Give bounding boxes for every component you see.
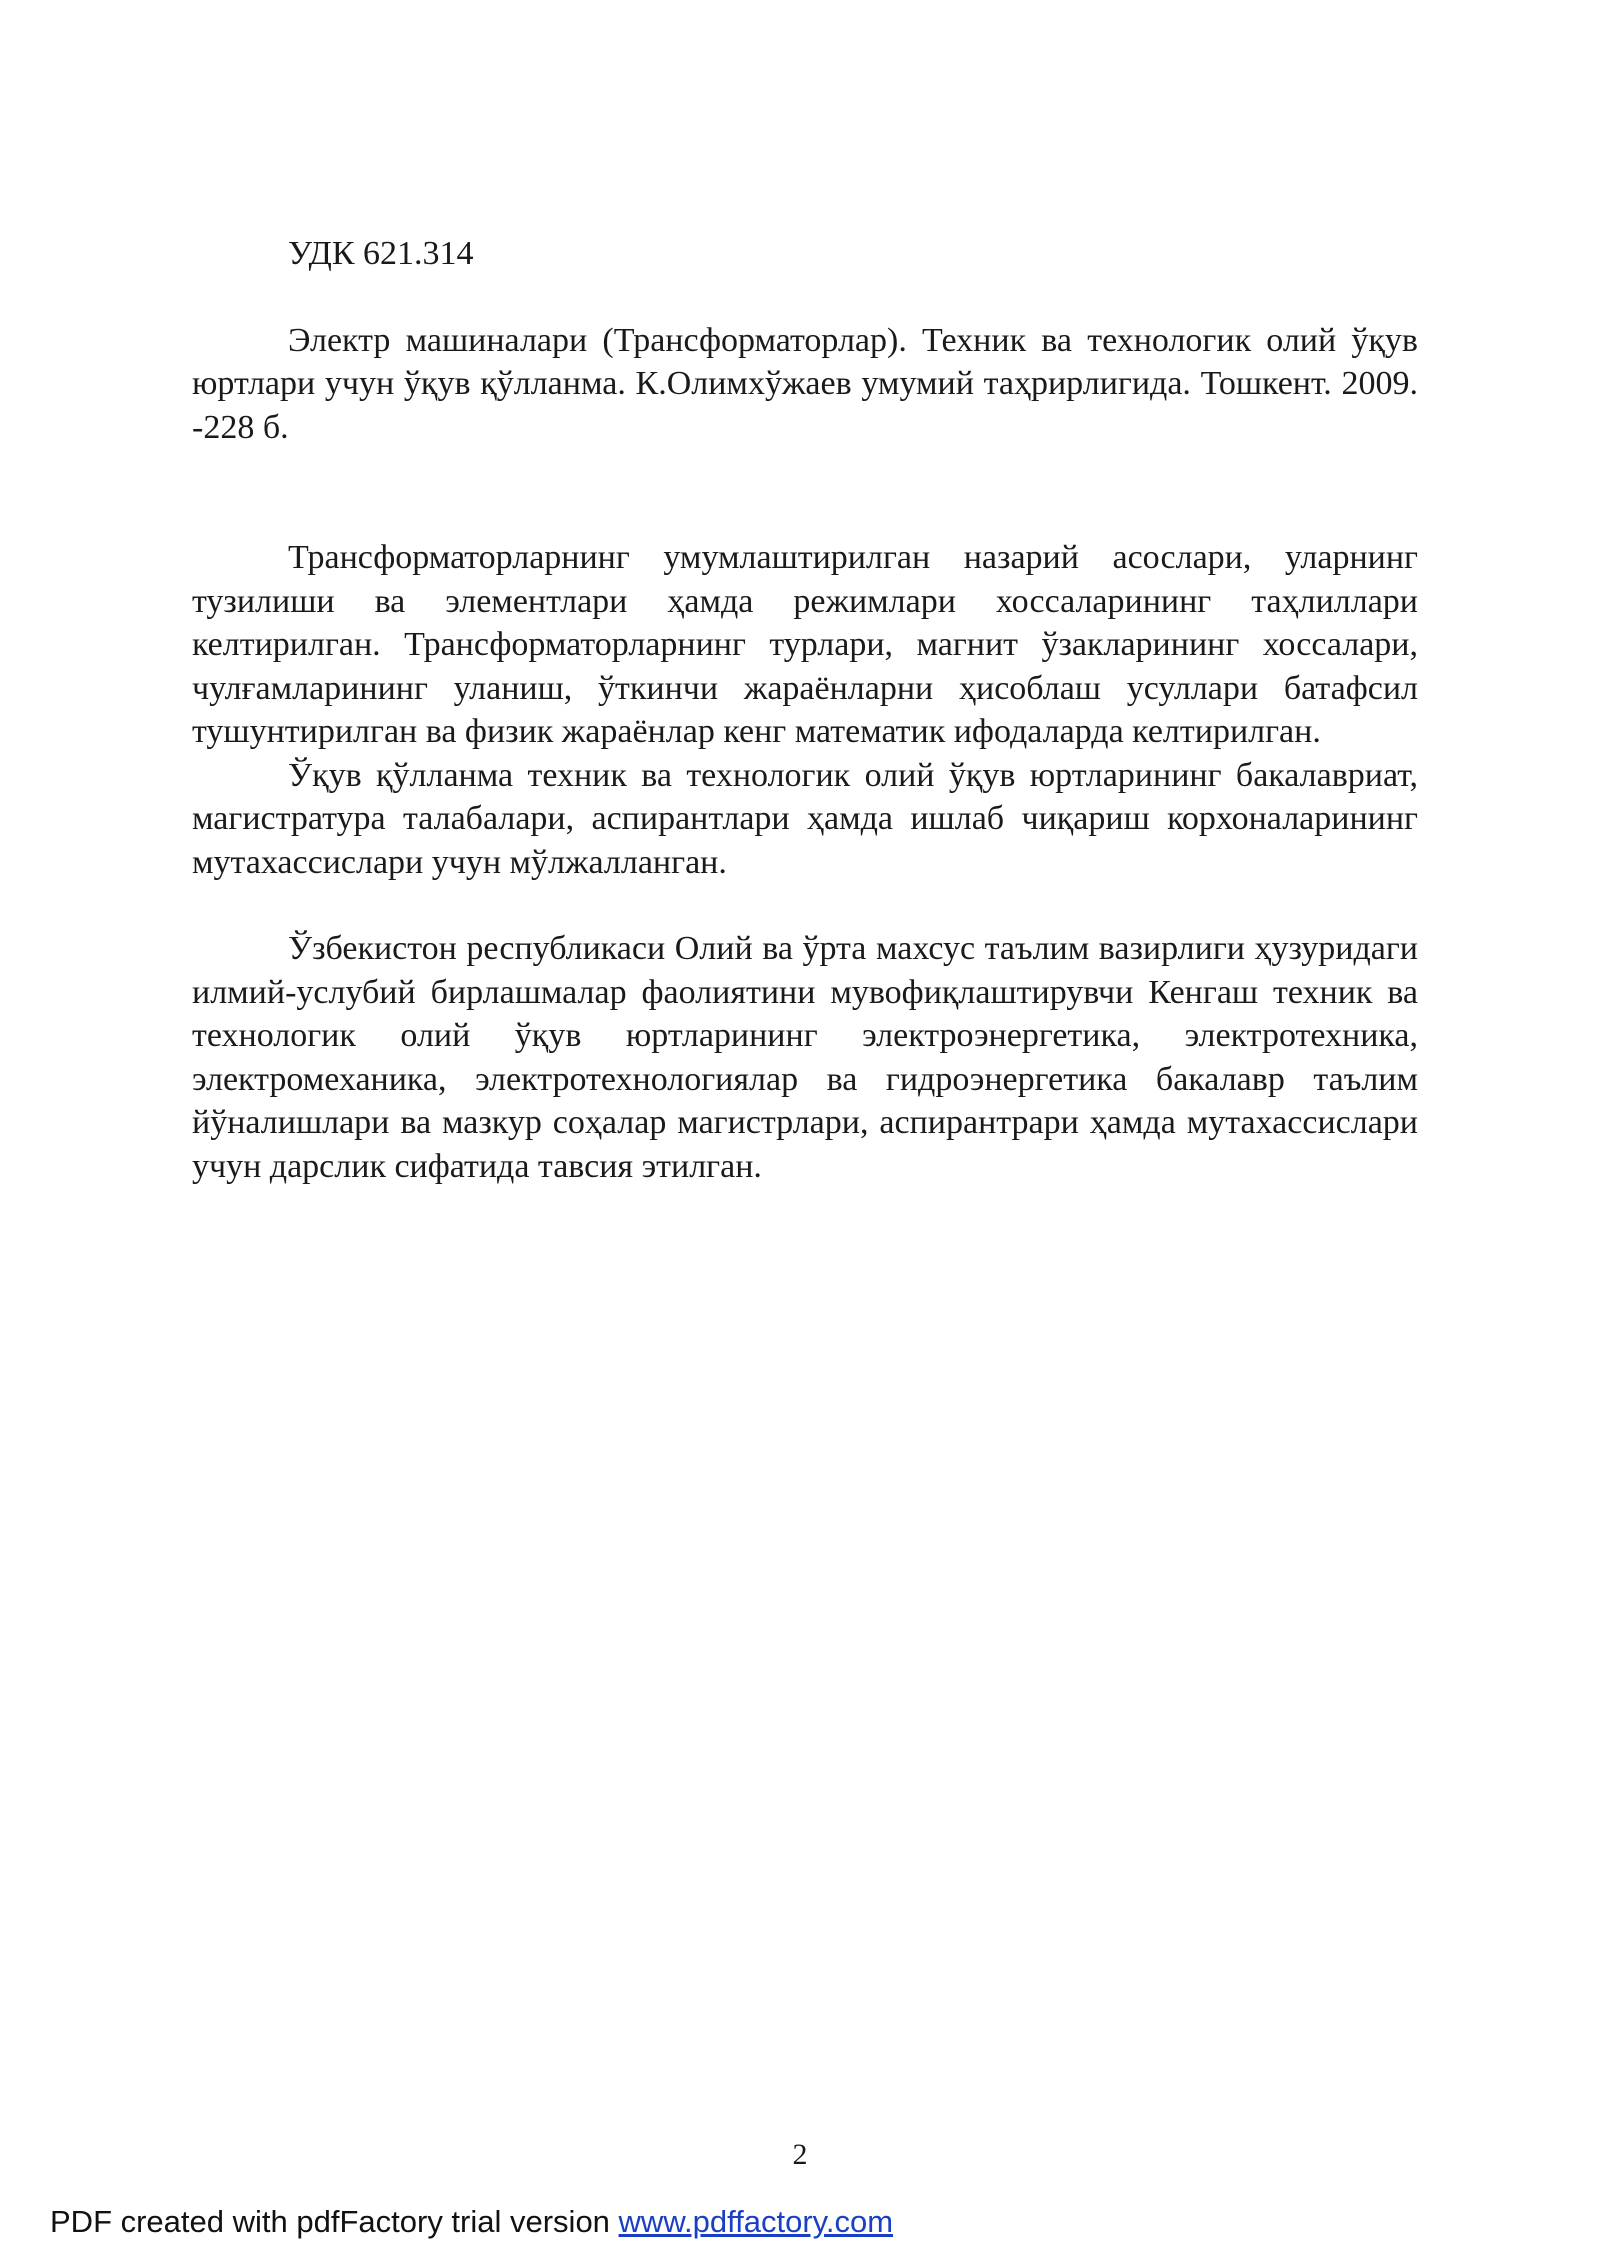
pdf-footer bbox=[50, 2202, 893, 2242]
page-number: 2 bbox=[792, 2138, 808, 2171]
abstract-paragraph: Трансформаторларнинг умумлаштирилган назарий асослари, уларнинг тузилиши ва элементлари ҳамда режимлари хоссаларининг таҳлиллари келтирилган. Трансформаторларнинг турлари, магнит ўзакларининг хоссалари, чулғамларининг уланиш, ўткинчи жараёнларни ҳисоблаш усуллари батафсил тушунтирилган ва физик жараёнлар кенг математик ифодаларда келтирилган. bbox=[192, 539, 1418, 750]
approval-paragraph: Ўзбекистон республикаси Олий ва ўрта махсус таълим вазирлиги ҳузуридаги илмий-услубий бирлашмалар фаолиятини мувофиқлаштирувчи Кенгаш техник ва технологик олий ўқув юртларининг электроэнергетика, электротехника, электромеханика, электротехнологиялар ва гидроэнергетика бакалавр таълим йўналишлари ва мазкур соҳалар магистрлари, аспирантрари ҳамда мутахассислари учун дарслик сифатида тавсия этилган. bbox=[192, 930, 1418, 1185]
udk-code: УДК 621.314 bbox=[288, 235, 474, 272]
footer-link[interactable]: www.pdffactory.com bbox=[618, 2204, 894, 2239]
audience-paragraph: Ўқув қўлланма техник ва технологик олий ўқув юртларининг бакалавриат, магистратура талабалари, аспирантлари ҳамда ишлаб чиқариш корхоналарининг мутахассислари учун мўлжалланган. bbox=[192, 756, 1418, 881]
page-content bbox=[192, 232, 1418, 1188]
bibliographic-description: Электр машиналари (Трансформаторлар). Техник ва технологик олий ўқув юртлари учун ўқув қўлланма. К.Олимхўжаев умумий таҳрирлигида. Тошкент. 2009. -228 б. bbox=[192, 321, 1418, 446]
footer-text: PDF created with pdfFactory trial version bbox=[50, 2204, 619, 2239]
